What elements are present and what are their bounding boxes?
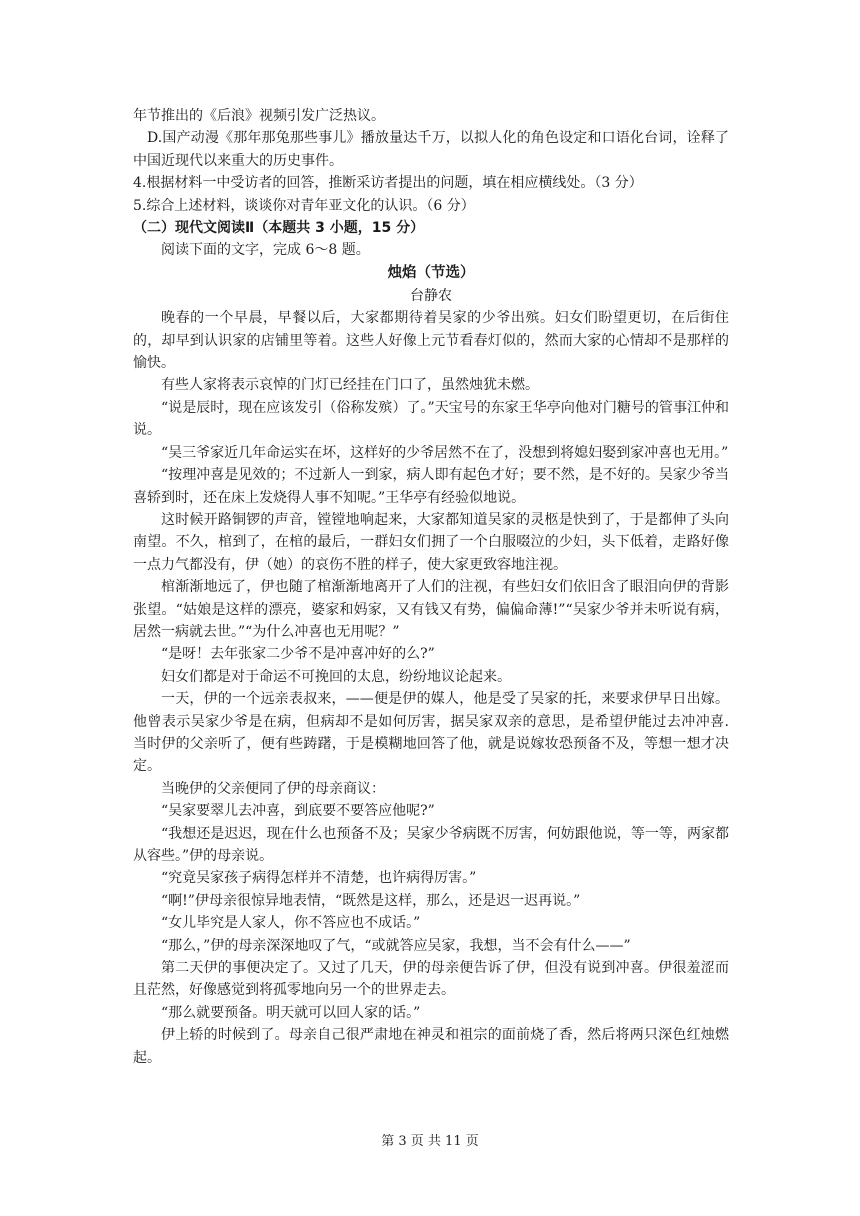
- story-paragraph: “女儿毕究是人家人，你不答应也不成话。”: [161, 915, 421, 932]
- story-paragraph: 妇女们都是对于命运不可挽回的太息，纷纷地议论起来。: [161, 668, 511, 685]
- story-paragraph: 伊上轿的时候到了。母亲自己很严肃地在神灵和祖宗的面前烧了香，然后将两只深色红烛燃起。: [133, 1027, 729, 1066]
- reading-instruction: 阅读下面的文字，完成 6～8 题。: [161, 242, 370, 259]
- story-paragraph: 当晚伊的父亲便同了伊的母亲商议：: [161, 780, 385, 797]
- question-4: 4.根据材料一中受访者的回答，推断采访者提出的问题，填在相应横线处。（3 分）: [133, 175, 643, 192]
- story-paragraph: “那么就要预备。明天就可以回人家的话。”: [161, 1004, 421, 1021]
- story-paragraph: 一天，伊的一个远亲表叔来，——便是伊的媒人，他是受了吴家的托，来要求伊早日出嫁。他曾表示吴家少爷是在病，但病却不是如何厉害，据吴家双亲的意思，是希望伊能过去冲冲喜. 当时伊的父亲听了，便有些踌躇，于是模糊地回答了他，就是说嫁妆恐预备不及，等想一想才决定。: [133, 691, 729, 775]
- story-paragraph: “按理冲喜是见效的；不过新人一到家，病人即有起色才好；要不然，是不好的。吴家少爷当喜轿到时，还在床上发烧得人事不知呢。”王华亭有经验似地说。: [133, 467, 729, 506]
- story-paragraph: 有些人家将表示哀悼的门灯已经挂在门口了，虽然烛犹未燃。: [161, 377, 539, 394]
- story-paragraph: 晚春的一个早晨，早餐以后，大家都期待着吴家的少爷出殡。妇女们盼望更切，在后街住的，却早到认识家的店铺里等着。这些人好像上元节看春灯似的，然而大家的心情却不是那样的愉快。: [133, 310, 729, 372]
- page-content: [133, 105, 729, 1069]
- option-d: D.国产动漫《那年那兔那些事儿》播放量达千万，以拟人化的角色设定和口语化台词，诠释了中国近现代以来重大的历史事件。: [133, 130, 729, 169]
- story-paragraph: “究竟吴家孩子病得怎样并不清楚，也许病得厉害。”: [161, 870, 477, 887]
- story-paragraph: “啊!”伊母亲很惊异地表情，“既然是这样，那么，还是迟一迟再说。”: [161, 892, 581, 909]
- story-paragraph: 这时候开路铜锣的声音，镗镗地响起来，大家都知道吴家的灵柩是快到了，于是都伸了头向南望。不久，棺到了，在棺的最后，一群妇女们拥了一个白服啜泣的少妇，头下低着，走路好像一点力气都没有，伊（她）的哀伤不胜的样子，使大家更致容地注视。: [133, 511, 729, 573]
- story-title: 烛焰（节选）: [387, 264, 475, 281]
- story-author: 台静农: [410, 287, 452, 304]
- story-paragraph: “我想还是迟迟，现在什么也预备不及；吴家少爷病既不厉害，何妨跟他说，等一等，两家都从容些。”伊的母亲说。: [133, 825, 729, 864]
- question-5: 5.综合上述材料，谈谈你对青年亚文化的认识。（6 分）: [133, 197, 475, 214]
- story-paragraph: 第二天伊的事便决定了。又过了几天，伊的母亲便告诉了伊，但没有说到冲喜。伊很羞涩而且茫然，好像感觉到将孤零地向另一个的世界走去。: [133, 960, 729, 999]
- section-heading: （二）现代文阅读Ⅱ（本题共 3 小题，15 分）: [133, 220, 425, 237]
- top-line-continuation: 年节推出的《后浪》视频引发广泛热议。: [133, 108, 385, 124]
- story-paragraph: “说是辰时，现在应该发引（俗称发殡）了。”天宝号的东家王华亭向他对门糖号的管事江仲和说。: [133, 399, 729, 439]
- story-paragraph: “吴家要翠儿去冲喜，到底要不要答应他呢?”: [161, 803, 435, 820]
- page-footer: 第 3 页 共 11 页: [381, 1134, 479, 1149]
- story-paragraph: 棺渐渐地远了，伊也随了棺渐渐地离开了人们的注视，有些妇女们依旧含了眼泪向伊的背影张望。“姑娘是这样的漂亮，婆家和妈家，又有钱又有势，偏偏命薄!”“吴家少爷并未听说有病，居然一病就去世。”“为什么冲喜也无用呢？”: [133, 579, 729, 640]
- story-paragraph: “那么，”伊的母亲深深地叹了气，“或就答应吴家，我想，当不会有什么——”: [161, 937, 631, 954]
- story-paragraph: “吴三爷家近几年命运实在坏，这样好的少爷居然不在了，没想到将媳妇娶到家冲喜也无用。”: [161, 444, 729, 461]
- story-paragraph: “是呀！去年张家二少爷不是冲喜冲好的么?”: [161, 646, 435, 663]
